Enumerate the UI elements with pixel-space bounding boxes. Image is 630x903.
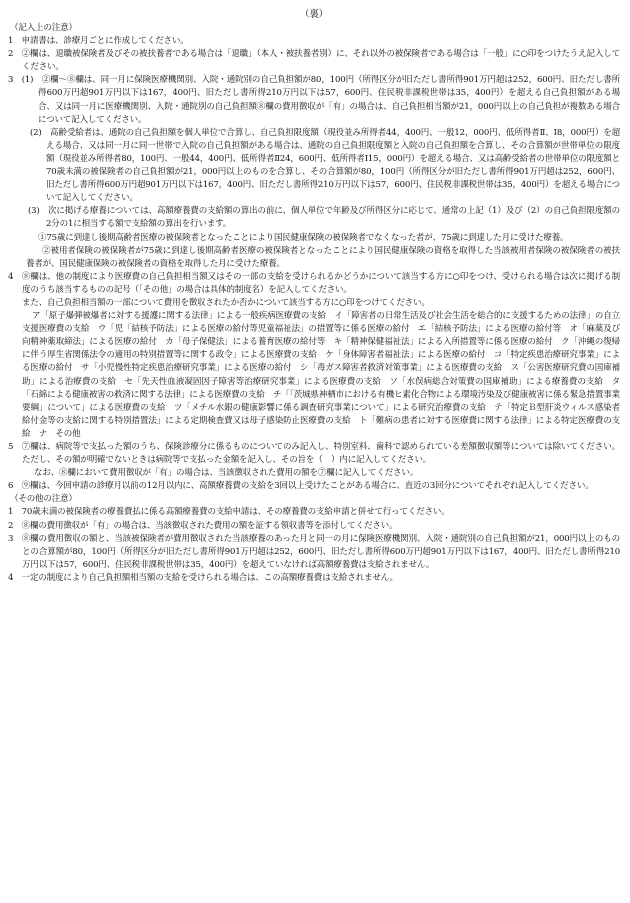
- note-item-4-list: ア「原子爆弾被爆者に対する援護に関する法律」による一般疾病医療費の支給 イ「障害者の日常生活及び社会生活を総合的に支援するための法律」の自立支援医療費の支給 ウ「児「結核予防法」による医療の給付等児童福祉法」の措置等に係る医療の給付 エ「結核予防法」による医療の給付等 オ「麻薬及び向精神薬取締法」による医療の給付 カ「母子保健法」による養育医療の給付等 キ「精神保健福祉法」による入所措置等に係る医療の給付 ク「沖縄の復帰に伴う厚生省関係法令の適用の特別措置等に関する政令」による医療費の支給 ケ「身体障害者福祉法」による医療の給付 コ「特定疾患治療研究事業」による医療の給付 サ「小児慢性特定疾患治療研究事業」による医療の給付 シ「毒ガス障害者救済対策事業」による医療費の支給 ス「公害医療研究費の国庫補助」による治療費の支給 セ「先天性血液凝固因子障害等治療研究事業」による医療費の支給 ソ「水俣病総合対策費の国庫補助」による療養費の支給 タ「石綿による健康被害の救済に関する法律」による医療費の支給 チ「「茨城県神栖市における有機ヒ素化合物による環境汚染及び健康被害に係る緊急措置事業要綱」について」による医療費の支給 ツ「メチル水銀の健康影響に係る調査研究事業について」による研究治療費の支給 テ「特定Ｂ型肝炎ウィルス感染者給付金等の支給に関する特別措置法」による定期検査費又は母子感染防止医療費の支給 ト「難病の患者に対する医療費に関する法律」による特定医療費の支給 ナ その他: [22, 311, 620, 439]
- note-item-2: 2 ②欄は、退職被保険者及びその被扶養者である場合は「退職」（本人・被扶養者別）に、それ以外の被保険者である場合は「一般」に○印をつけたうえ記入してください。: [8, 49, 620, 73]
- note-item-3-circle-2: ②被用者保険の被保険者が75歳に到達し後期高齢者医療の被保険者となったことにより国民健康保険の資格を取得した当該被用者保険の被保険者の被扶養者が、国民健康保険の被保険者の資格を取得した月に受けた療養。: [26, 245, 620, 269]
- note-item-3-3: (3) 次に掲げる療養については、高額療養費の支給額の算出の前に、個人単位で年齢及び所得区分に応じて、通常の上記（1）及び（2）の自己負担限度額の2分の1に相当する額で支給額の算出を行います。: [28, 206, 620, 230]
- other-item-4: 4 一定の制度により自己負担額相当額の支給を受けられる場合は、この高額療養費は支給されません。: [8, 572, 398, 583]
- note-item-3-1: 3 (1) ②欄〜⑧欄は、同一月に保険医療機関別、入院・通院別の自己負担額が80，100円（所得区分が旧ただし書所得901万円超は252，600円、旧ただし書所得600万円超901万円以下は167，400円、旧ただし書所得210万円以下は57，600円、住民税非課税世帯は35，400円）を超える自己負担額がある場合、又は同一月に医療機関別、入院・通院別の自己負担額⑧欄の費用徴収が「有」の場合は、自己負担相当額が21，000円以上の自己負担が複数ある場合について記入してください。: [8, 75, 620, 125]
- other-item-3: 3 ⑧欄の費用徴収の額と、当該被保険者が費用徴収された当該療養のあった月と同一の月に保険医療機関別、入院・通院別の自己負担額が21，000円以上のものとの合算額が80，100円（所得区分が旧ただし書所得901万円超は252，600円、旧ただし書所得600万円超901万円以下は167，400円、旧ただし書所得210万円以下は57，600円、住民税非課税世帯は35，400円）を超えていなければ高額療養費は支給されません。: [8, 533, 620, 570]
- notes-heading: （記入上の注意）: [10, 23, 77, 33]
- note-item-4-b: また、自己負担相当額の一部について費用を徴収されたか否かについて該当する方に○印をつけてください。: [22, 297, 430, 308]
- other-item-2: 2 ⑧欄の費用徴収が「有」の場合は、当該徴収された費用の額を証する領収書等を添付してください。: [8, 520, 398, 531]
- other-heading: （その他の注意）: [10, 494, 77, 505]
- other-item-1: 1 70歳未満の被保険者の療養費払に係る高額療養費の支給申請は、その療養費の支給申請と併せて行ってください。: [8, 507, 450, 518]
- note-item-3-2: (2) 高齢受給者は、通院の自己負担額を個人単位で合算し、自己負担限度額（現役並み所得者44，400円、一般12，000円、低所得者Ⅱ、Ⅰ8，000円）を超える場合、又は同一月に同一世帯で入院の自己負担額がある場合は、通院の自己負担限度額と入院の自己負担額を合算し、その合算額が世帯単位の限度額（現役並み所得者80，100円、一般44，400円、低所得者Ⅱ24，600円、低所得者Ⅰ15，000円）を超える場合、又は高齢受給者の世帯単位の限度額と70歳未満の被保険者の自己負担額が21，000円以上のものを合算し、その合算額が80，100円（所得区分が旧ただし書所得901万円超は252，600円、旧ただし書所得600万円超901万円以下は167，400円、旧ただし書所得210万円以下は57，600円、住民税非課税世帯は35，400円）を超える場合について記入してください。: [30, 127, 620, 204]
- note-item-1: 1 申請書は、診療月ごとに作成してください。: [8, 36, 189, 47]
- page-title: （裏）: [299, 9, 329, 20]
- note-item-4: 4 ⑧欄は、他の制度により医療費の自己負担相当額又はその一部の支給を受けられるかどうかについて該当する方に○印をつけ、受けられる場合は次に掲げる制度のうち該当するものの記号（「その他」の場合は具体的制度名）を記入してください。: [8, 271, 620, 295]
- note-item-3-circle-1: ①75歳に到達し後期高齢者医療の被保険者となったことにより国民健康保険の被保険者でなくなった者が、75歳に到達した月に受けた療養。: [38, 232, 569, 243]
- note-item-5: 5 ⑦欄は、病院等で支払った額のうち、保険診療分に係るものについてのみ記入し、特別室料、歯科で認められている差額徴収額等については除いてください。ただし、その額が明確でないときは病院等で支払った金額を記入し、その旨を（ ）内に記入してください。: [8, 442, 620, 466]
- note-item-6: 6 ⑨欄は、今回申請の診療月以前の12月以内に、高額療養費の支給を3回以上受けたことがある場合に、直近の3回分についてそれぞれ記入してください。: [8, 481, 594, 492]
- note-item-5-b: なお、⑧欄において費用徴収が「有」の場合は、当該徴収された費用の額を⑦欄に記入してください。: [34, 468, 419, 479]
